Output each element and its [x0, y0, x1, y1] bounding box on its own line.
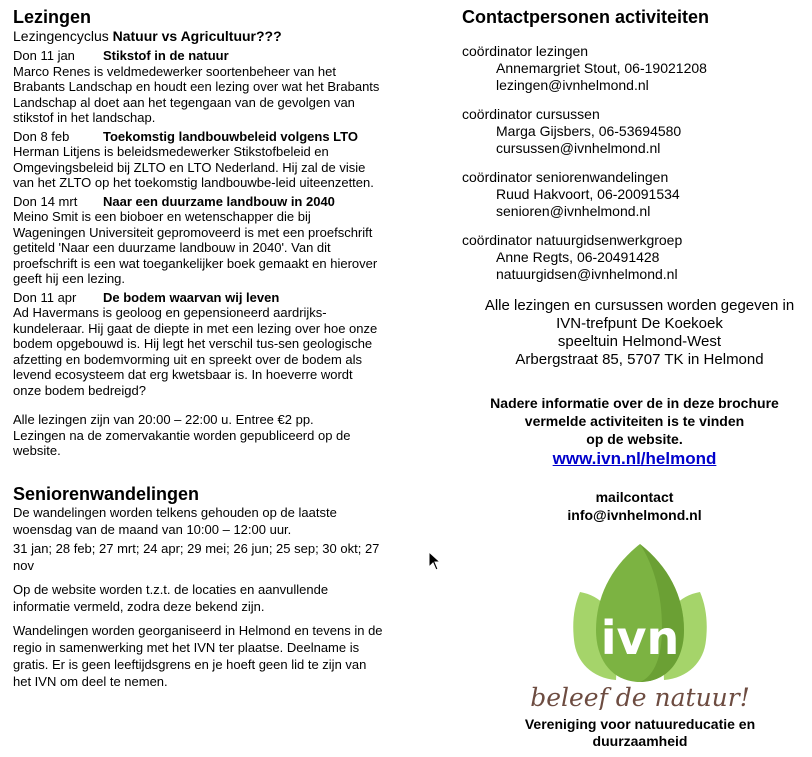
lecture-text: Meino Smit is een bioboer en wetenschapper die bij Wageningen Universiteit gepromoveerd is met een proefschrift getiteld 'Naar een duurzame landbouw in 2040'. Van dit proefschrift is een wat toegankelijker boek gemaakt en hierover geeft hij een lezing. [13, 209, 378, 286]
website-link[interactable]: www.ivn.nl/helmond [552, 449, 717, 468]
lecture-date: Don 11 jan [13, 48, 75, 63]
venue-line: Alle lezingen en cursussen worden gegeven in [484, 297, 795, 314]
mouse-cursor-icon [428, 551, 442, 571]
contact-group [462, 43, 807, 94]
contact-role: coördinator natuurgidsenwerkgroep [462, 232, 683, 248]
right-column [462, 0, 807, 524]
contact-role: coördinator lezingen [462, 43, 589, 59]
contact-person: Anne Regts, 06-20491428 [496, 249, 660, 265]
left-column [13, 0, 383, 690]
lecture-cycle [13, 27, 383, 45]
lecture-times: Alle lezingen zijn van 20:00 – 22:00 u. Entree €2 pp. [13, 412, 314, 427]
contact-role: coördinator seniorenwandelingen [462, 169, 669, 185]
senior-section [13, 504, 383, 690]
lecture-date: Don 11 apr [13, 289, 77, 305]
lecture-title: Toekomstig landbouwbeleid volgens LTO [103, 128, 358, 144]
contact-email[interactable]: cursussen@ivnhelmond.nl [496, 140, 661, 156]
lecture-title: De bodem waarvan wij leven [103, 289, 280, 305]
mail-label: mailcontact [595, 489, 674, 505]
lecture-entry [13, 48, 383, 126]
contacts-heading: Contactpersonen activiteiten [462, 7, 710, 27]
venue-name: IVN-trefpunt De Koekoek [556, 315, 723, 332]
lecture-general-info [13, 412, 383, 459]
website-info-line: op de website. [586, 431, 683, 447]
website-info [462, 394, 807, 470]
venue-address: Arbergstraat 85, 5707 TK in Helmond [515, 351, 764, 368]
contact-group [462, 106, 807, 157]
website-info-line: vermelde activiteiten is te vinden [524, 413, 745, 429]
mail-contact [462, 488, 807, 524]
contact-email[interactable]: lezingen@ivnhelmond.nl [496, 77, 649, 93]
contact-person: Marga Gijsbers, 06-53694580 [496, 123, 682, 139]
lecture-title: Naar een duurzame landbouw in 2040 [103, 193, 335, 209]
logo-brand-text: ivn [600, 611, 680, 665]
footer-line: Vereniging voor natuureducatie en [524, 716, 756, 732]
cycle-title: Natuur vs Agricultuur??? [112, 28, 282, 44]
senior-note: Op de website worden t.z.t. de locaties en aanvullende informatie vermeld, zodra deze bekend zijn. [13, 581, 329, 614]
mail-address[interactable]: info@ivnhelmond.nl [567, 507, 702, 523]
cycle-prefix: Lezingencyclus [13, 28, 113, 44]
contact-person: Annemargriet Stout, 06-19021208 [496, 60, 707, 76]
lecture-text: Marco Renes is veldmedewerker soortenbeheer van het Brabants Landschap en houdt een lezing over wat het Brabants Landschap al doet aan het tegengaan van de gevolgen van stikstof in het landschap. [13, 63, 380, 125]
lecture-entry [13, 290, 383, 399]
contact-email[interactable]: natuurgidsen@ivnhelmond.nl [496, 266, 678, 282]
lectures-heading: Lezingen [13, 7, 92, 27]
senior-heading: Seniorenwandelingen [13, 483, 200, 504]
footer-tagline [490, 716, 790, 750]
website-info-line: Nadere informatie over de in deze brochure [490, 395, 779, 411]
lecture-text: Ad Havermans is geoloog en gepensioneerd aardrijks-kundeleraar. Hij gaat de diepte in met een lezing over hoe onze bodem opgebouwd is. Hij legt het verschil tus-sen geologische afzetting en bodemvorming uit en spreekt over de bodem als levend ecosysteem dat erg kwetsbaar is. In hoeverre wordt onze bodem bedreigd? [13, 305, 378, 398]
contact-group [462, 169, 807, 220]
venue-block [472, 297, 807, 369]
logo-tagline: beleef de natuur! [530, 683, 750, 710]
senior-info: Wandelingen worden georganiseerd in Helmond en tevens in de regio in samenwerking met het IVN ter plaatse. Deelname is gratis. Er is geen leeftijdsgrens en je hoeft geen lid te zijn van het IVN om deel te nemen. [13, 622, 383, 689]
contact-role: coördinator cursussen [462, 106, 600, 122]
lecture-entry [13, 129, 383, 191]
contact-email[interactable]: senioren@ivnhelmond.nl [496, 203, 651, 219]
ivn-logo [530, 530, 750, 710]
lecture-entry [13, 194, 383, 287]
contact-person: Ruud Hakvoort, 06-20091534 [496, 186, 680, 202]
contact-group [462, 232, 807, 283]
senior-intro: De wandelingen worden telkens gehouden op de laatste woensdag van de maand van 10:00 – 12:00 uur. [13, 504, 337, 537]
lecture-date: Don 8 feb [13, 128, 70, 144]
venue-location: speeltuin Helmond-West [557, 333, 722, 350]
footer-line: duurzaamheid [592, 733, 688, 749]
senior-dates: 31 jan; 28 feb; 27 mrt; 24 apr; 29 mei; 26 jun; 25 sep; 30 okt; 27 nov [13, 540, 380, 573]
lecture-text: Herman Litjens is beleidsmedewerker Stikstofbeleid en Omgevingsbeleid bij ZLTO en LTO Nederland. Hij zal de visie van het ZLTO op het toekomstig landbouwbe-leid uiteenzetten. [13, 144, 374, 190]
lecture-title: Stikstof in de natuur [103, 48, 229, 63]
lecture-date: Don 14 mrt [13, 193, 78, 209]
lecture-publication-note: Lezingen na de zomervakantie worden gepubliceerd op de website. [13, 427, 351, 458]
